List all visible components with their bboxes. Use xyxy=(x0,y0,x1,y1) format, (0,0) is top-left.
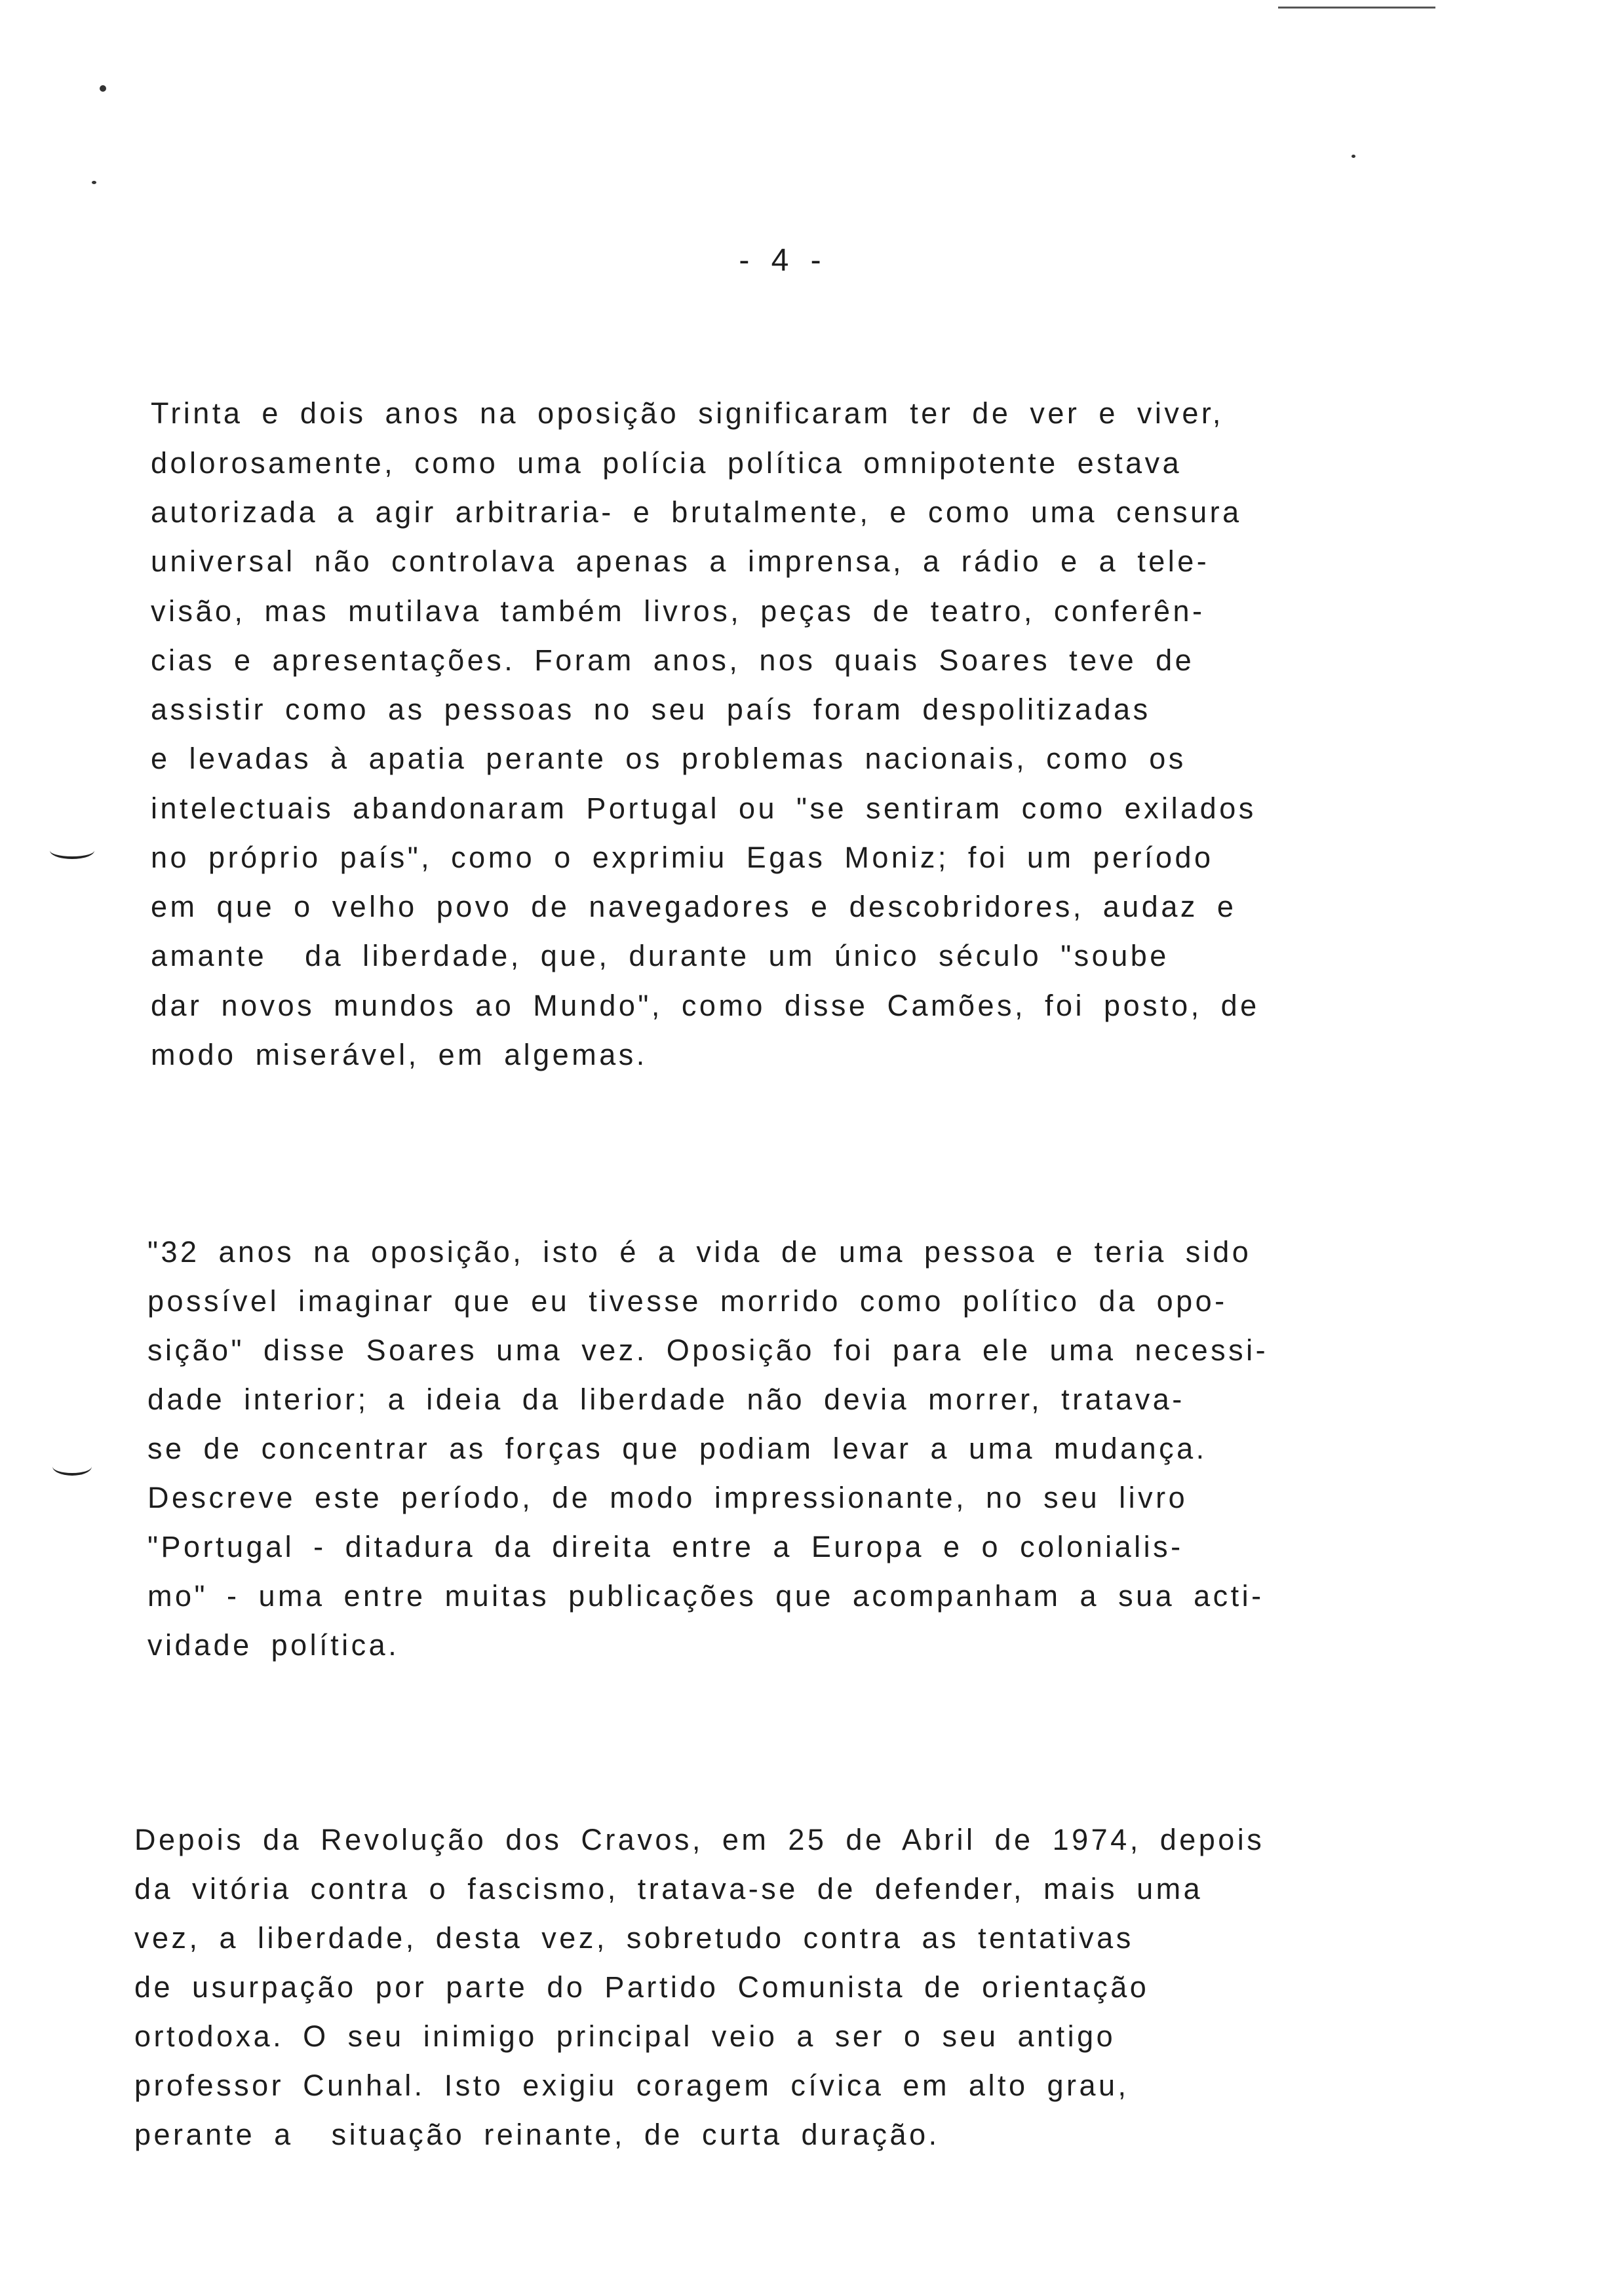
text-line: ortodoxa. O seu inimigo principal veio a ser o seu antigo xyxy=(134,2019,1116,2053)
scan-speck xyxy=(92,181,96,184)
text-line: vez, a liberdade, desta vez, sobretudo contra as tentativas xyxy=(134,1921,1134,1955)
text-line: Trinta e dois anos na oposição significaram ter de ver e viver, xyxy=(151,396,1224,430)
text-line: dolorosamente, como uma polícia política omnipotente estava xyxy=(151,446,1182,480)
text-line: de usurpação por parte do Partido Comunista de orientação xyxy=(134,1970,1150,2004)
text-line: "Portugal - ditadura da direita entre a Europa e o colonialis- xyxy=(147,1530,1184,1563)
text-line: perante a situação reinante, de curta duração. xyxy=(134,2118,940,2151)
text-line: intelectuais abandonaram Portugal ou "se sentiram como exilados xyxy=(151,792,1256,825)
margin-mark xyxy=(52,1457,92,1476)
scan-edge-line xyxy=(1278,7,1435,9)
text-line: universal não controlava apenas a imprensa, a rádio e a tele- xyxy=(151,545,1210,578)
text-line: e levadas à apatia perante os problemas nacionais, como os xyxy=(151,742,1186,775)
text-line: dar novos mundos ao Mundo", como disse Camões, foi posto, de xyxy=(151,989,1260,1022)
text-line: modo miserável, em algemas. xyxy=(151,1038,648,1071)
page-number: - 4 - xyxy=(739,243,828,278)
text-line: "32 anos na oposição, isto é a vida de uma pessoa e teria sido xyxy=(147,1235,1252,1269)
text-line: autorizada a agir arbitraria- e brutalmente, e como uma censura xyxy=(151,495,1242,529)
text-line: dade interior; a ideia da liberdade não devia morrer, tratava- xyxy=(147,1383,1185,1416)
scan-speck xyxy=(100,85,106,92)
text-line: amante da liberdade, que, durante um único século "soube xyxy=(151,939,1169,972)
text-line: professor Cunhal. Isto exigiu coragem cívica em alto grau, xyxy=(134,2069,1129,2102)
text-line: possível imaginar que eu tivesse morrido como político da opo- xyxy=(147,1284,1228,1318)
text-line: Depois da Revolução dos Cravos, em 25 de Abril de 1974, depois xyxy=(134,1823,1265,1856)
text-line: vidade política. xyxy=(147,1628,400,1662)
text-line: sição" disse Soares uma vez. Oposição foi para ele uma necessi- xyxy=(147,1333,1269,1367)
text-line: cias e apresentações. Foram anos, nos quais Soares teve de xyxy=(151,643,1195,677)
text-line: Descreve este período, de modo impressionante, no seu livro xyxy=(147,1481,1188,1514)
text-line: visão, mas mutilava também livros, peças de teatro, conferên- xyxy=(151,594,1205,628)
text-line: se de concentrar as forças que podiam levar a uma mudança. xyxy=(147,1432,1207,1465)
scan-speck xyxy=(1352,155,1355,158)
text-line: no próprio país", como o exprimiu Egas Moniz; foi um período xyxy=(151,841,1214,874)
margin-mark xyxy=(50,842,94,859)
text-line: assistir como as pessoas no seu país foram despolitizadas xyxy=(151,693,1151,726)
text-line: da vitória contra o fascismo, tratava-se de defender, mais uma xyxy=(134,1872,1203,1905)
text-line: em que o velho povo de navegadores e descobridores, audaz e xyxy=(151,890,1237,923)
text-line: mo" - uma entre muitas publicações que acompanham a sua acti- xyxy=(147,1579,1264,1613)
